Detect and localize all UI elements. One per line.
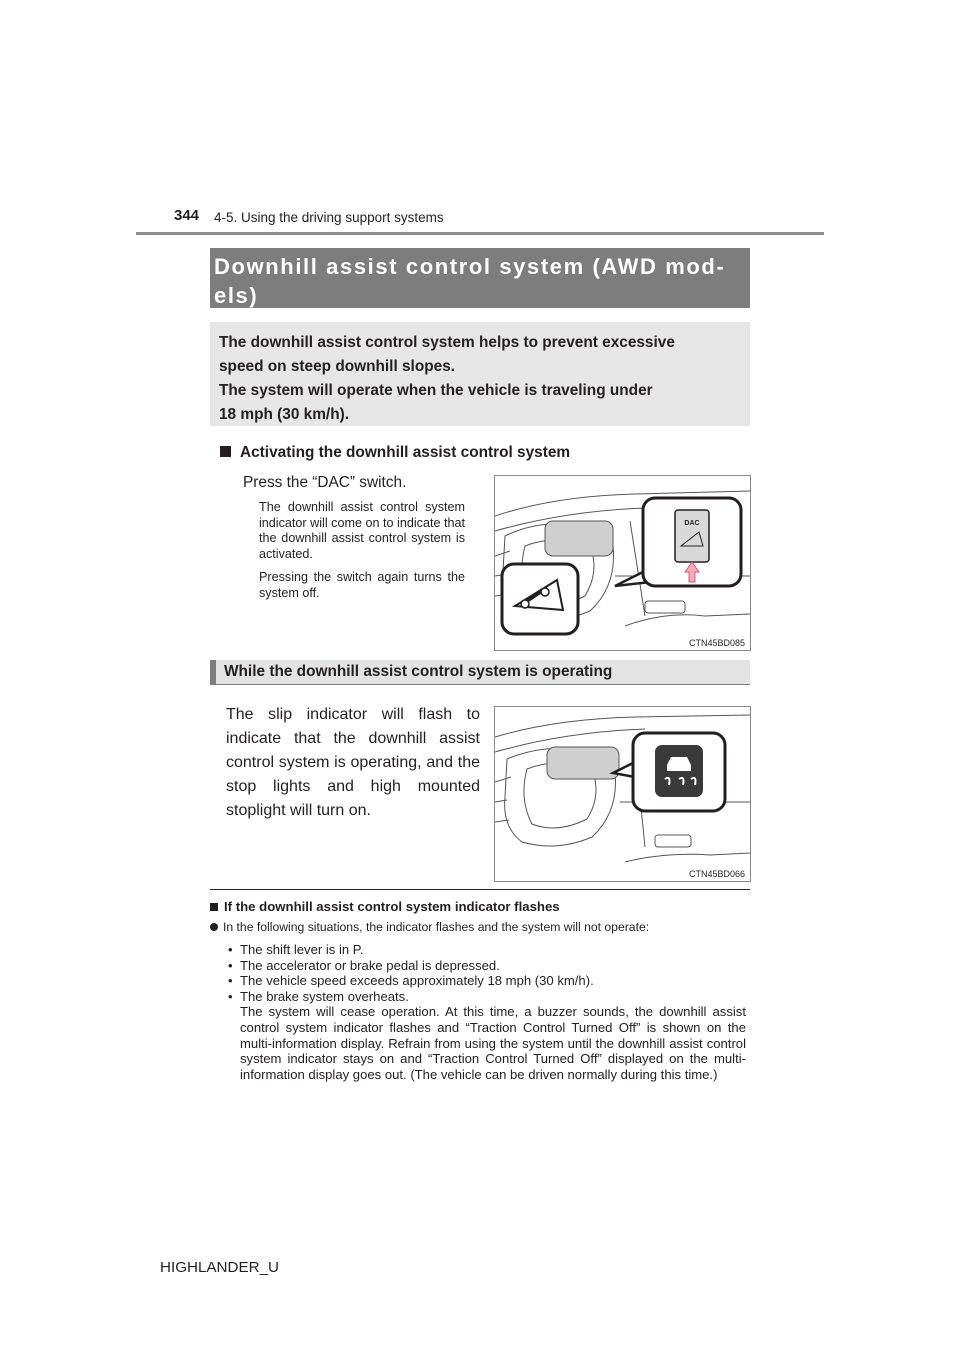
- notes-bullet-text: In the following situations, the indicator flashes and the system will not operate:: [223, 920, 650, 934]
- dashboard-drawing: [495, 707, 750, 881]
- list-item-text: The accelerator or brake pedal is depressed.: [240, 957, 500, 973]
- list-marker: •: [228, 988, 233, 1004]
- list-item: [228, 958, 746, 974]
- list-marker: •: [228, 973, 233, 989]
- page-title: Downhill assist control system (AWD mod-els): [214, 254, 726, 308]
- dac-switch-illustration: [494, 475, 751, 651]
- list-marker: •: [228, 957, 233, 973]
- slip-indicator-illustration: [494, 706, 751, 882]
- footer-model: HIGHLANDER_U: [160, 1259, 279, 1276]
- conditions-list: [228, 942, 746, 1082]
- list-item: [228, 973, 746, 989]
- list-item: [228, 942, 746, 958]
- notes-rule: [210, 889, 750, 890]
- intro-line: speed on steep downhill slopes.: [219, 358, 456, 375]
- figure-code: CTN45BD066: [688, 869, 745, 879]
- square-bullet-icon: [210, 903, 218, 911]
- intro-line: The downhill assist control system helps to prevent excessive: [219, 334, 675, 351]
- operating-heading: While the downhill assist control system is operating: [224, 663, 613, 680]
- notes-heading-text: If the downhill assist control system indicator flashes: [224, 899, 560, 914]
- overheat-paragraph: The system will cease operation. At this time, a buzzer sounds, the downhill assist control system indicator flashes and “Traction Control Turned Off” is shown on the multi-information display. Refrain from using the system until the downhill assist control system indicator stays on and “Traction Control Turned Off” displayed on the multi-information display goes out. (The vehicle can be driven normally during this time.): [240, 1004, 746, 1082]
- list-item-text: The shift lever is in P.: [240, 942, 364, 957]
- intro-line: 18 mph (30 km/h).: [219, 406, 350, 423]
- step-note: Pressing the switch again turns the system off.: [259, 570, 465, 600]
- notes-heading: [210, 899, 560, 914]
- list-item-text: The brake system overheats.: [240, 988, 409, 1004]
- step-notes: [259, 500, 465, 609]
- header-rule: [136, 232, 824, 235]
- step-note: The downhill assist control system indicator will come on to indicate that the downhill assist control system is activated.: [259, 500, 465, 561]
- notes-bullet: [210, 920, 649, 934]
- round-bullet-icon: [210, 923, 218, 931]
- activating-heading: [220, 444, 570, 462]
- list-item: [228, 989, 746, 1005]
- intro-line: The system will operate when the vehicle is traveling under: [219, 382, 653, 399]
- operating-text: The slip indicator will flash to indicate that the downhill assist control system is operating, and the stop lights and high mounted stoplight will turn on.: [226, 706, 480, 819]
- intro-text: [219, 331, 741, 427]
- list-item-text: The vehicle speed exceeds approximately 18 mph (30 km/h).: [240, 973, 594, 989]
- dashboard-drawing: [495, 476, 750, 650]
- section-header: 4-5. Using the driving support systems: [214, 210, 444, 225]
- square-bullet-icon: [220, 446, 231, 457]
- list-marker: •: [228, 942, 233, 957]
- activating-heading-text: Activating the downhill assist control system: [240, 444, 571, 461]
- step-text: Press the “DAC” switch.: [243, 474, 407, 491]
- dac-switch-label: DAC: [684, 520, 700, 527]
- figure-code: CTN45BD085: [688, 638, 745, 648]
- page-number: 344: [174, 207, 200, 224]
